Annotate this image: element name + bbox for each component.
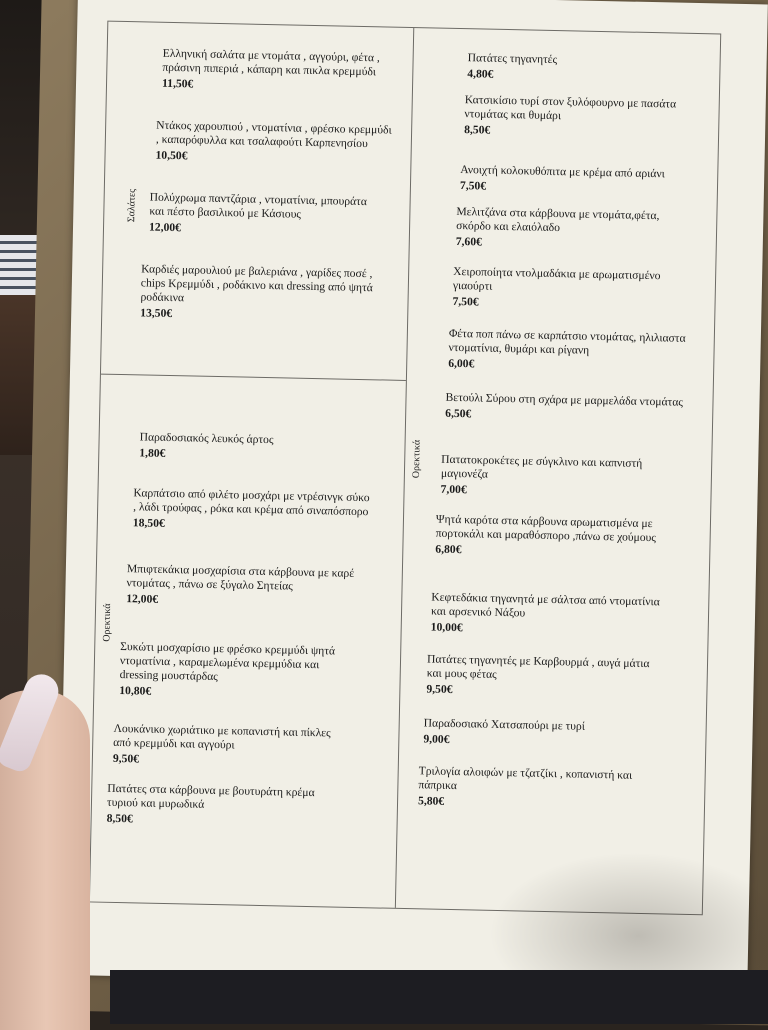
section-label-salads: Σαλάτες	[126, 188, 138, 223]
item-name: Ψητά καρότα στα κάρβουνα αρωματισμένα με πορτοκάλι και μαραθόσπορο ,πάνω σε χούμους	[435, 512, 657, 545]
item-price: 6,00€	[448, 356, 475, 371]
item-name: Τριλογία αλοιφών με τζατζίκι , κοπανιστή και πάπρικα	[418, 764, 633, 793]
item-price: 7,50€	[452, 294, 479, 309]
menu-item	[452, 265, 693, 314]
item-name: Καρπάτσιο από φιλέτο μοσχάρι με ντρέσινγκ σύκο , λάδι τρούφας , ρόκα και κρέμα από σιναπόσπορο	[133, 486, 370, 519]
item-price: 7,00€	[440, 482, 467, 497]
item-name: Καρδιές μαρουλιού με βαλεριάνα , γαρίδες ποσέ , chips Κρεμμύδι , ροδάκινο και dressing από ψητά ροδάκινα	[140, 262, 373, 305]
item-name: Ντάκος χαρουπιού , ντοματίνια , φρέσκο κρεμμύδι , καπαρόφυλλα και τσαλαφούτι Καρπενησίου	[155, 118, 392, 151]
item-name: Μπιφτεκάκια μοσχαρίσια στα κάρβουνα με καρέ ντομάτας , πάνω σε ξύγαλο Σητείας	[126, 562, 355, 593]
menu-item	[418, 764, 663, 813]
item-name: Ανοιχτή κολοκυθόπιτα με κρέμα από αριάνι	[460, 163, 665, 181]
item-price: 12,00€	[148, 220, 182, 235]
menu-item	[445, 391, 686, 426]
section-label-appetizers-left: Ορεκτικά	[101, 603, 114, 642]
menu-item	[426, 652, 667, 701]
item-price: 4,80€	[467, 67, 494, 81]
menu-item	[460, 163, 701, 198]
menu-item	[119, 640, 360, 703]
item-price: 7,60€	[455, 234, 483, 249]
menu-item	[155, 119, 396, 168]
item-name: Μελιτζάνα στα κάρβουνα με ντομάτα,φέτα, σκόρδο και ελαιόλαδο	[456, 204, 660, 235]
item-name: Κεφτεδάκια τηγανητά με σάλτσα από ντοματίνια και αρσενικό Νάξου	[430, 590, 660, 620]
section-label-appetizers-right: Ορεκτικά	[410, 439, 423, 479]
item-name: Παραδοσιακός λευκός άρτος	[139, 430, 274, 447]
item-name: Φέτα ποπ πάνω σε καρπάτσιο ντομάτας, ηλιλιαστα ντοματίνια, θυμάρι και ρίγανη	[448, 326, 686, 357]
item-price: 7,50€	[459, 179, 487, 193]
menu-item	[139, 430, 380, 465]
bottom-background	[110, 970, 768, 1024]
item-name: Πατάτες τηγανητές με Καρβουρμά , αυγά μάτια και μους φέτας	[426, 652, 650, 681]
menu-item	[435, 513, 680, 562]
menu-item	[440, 453, 681, 502]
menu-item	[140, 262, 389, 325]
item-price: 1,80€	[139, 446, 166, 460]
item-price: 8,50€	[106, 811, 133, 826]
item-name: Χειροποίητα ντολμαδάκια με αρωματισμένο γιαούρτι	[452, 264, 661, 293]
menu-item	[456, 205, 697, 254]
menu-item	[162, 47, 401, 96]
item-price: 13,50€	[140, 306, 173, 321]
item-price: 12,00€	[126, 592, 159, 606]
item-price: 8,50€	[464, 123, 491, 137]
item-name: Ελληνική σαλάτα με ντομάτα , αγγούρι, φέτα , πράσινη πιπεριά , κάπαρη και πικλα κρεμμύδι	[162, 46, 380, 79]
item-price: 11,50€	[161, 76, 194, 91]
menu-page	[57, 0, 767, 989]
item-price: 6,50€	[445, 406, 472, 421]
item-name: Πατατοκροκέτες με σύγκλινο και καπνιστή μαγιονέζα	[440, 452, 643, 481]
menu-item	[133, 486, 374, 535]
menu-item	[107, 782, 344, 831]
item-name: Πολύχρωμα παντζάρια , ντοματίνια, μπουράτα και πέστο βασιλικού με Κάσιους	[149, 190, 368, 221]
menu-item	[423, 716, 664, 751]
menu-item	[431, 591, 672, 640]
item-price: 10,00€	[430, 620, 463, 635]
item-name: Κατσικίσιο τυρί στον ξυλόφουρνο με πασάτα ντομάτας και θυμάρι	[464, 93, 677, 123]
item-price: 9,50€	[112, 751, 140, 766]
menu-item	[113, 722, 350, 771]
item-price: 9,00€	[423, 732, 450, 746]
item-name: Παραδοσιακό Χατσαπούρι με τυρί	[423, 716, 586, 733]
item-price: 9,50€	[426, 682, 453, 696]
menu-item	[448, 327, 687, 376]
item-price: 10,50€	[155, 148, 188, 163]
menu-item	[467, 51, 698, 86]
item-name: Πατάτες στα κάρβουνα με βουτυράτη κρέμα τυριού και μυρωδικά	[106, 781, 315, 811]
item-name: Λουκάνικο χωριάτικο με κοπανιστή και πίκλες από κρεμμύδι και αγγούρι	[113, 721, 331, 752]
menu-frame	[89, 21, 721, 916]
item-price: 5,80€	[417, 794, 445, 808]
section-divider	[101, 374, 406, 381]
menu-item	[149, 191, 370, 240]
item-price: 10,80€	[119, 684, 152, 698]
item-name: Βετούλι Σύρου στη σχάρα με μαρμελάδα ντομάτας	[445, 390, 684, 409]
item-name: Πατάτες τηγανητές	[467, 51, 558, 67]
menu-item	[464, 93, 695, 142]
menu-item	[126, 562, 365, 611]
item-price: 6,80€	[435, 542, 462, 557]
item-name: Συκώτι μοσχαρίσιο με φρέσκο κρεμμύδι ψητά ντοματίνια , καραμελωμένα κρεμμύδια και dressing μουστάρδας	[119, 640, 336, 684]
item-price: 18,50€	[132, 516, 165, 530]
